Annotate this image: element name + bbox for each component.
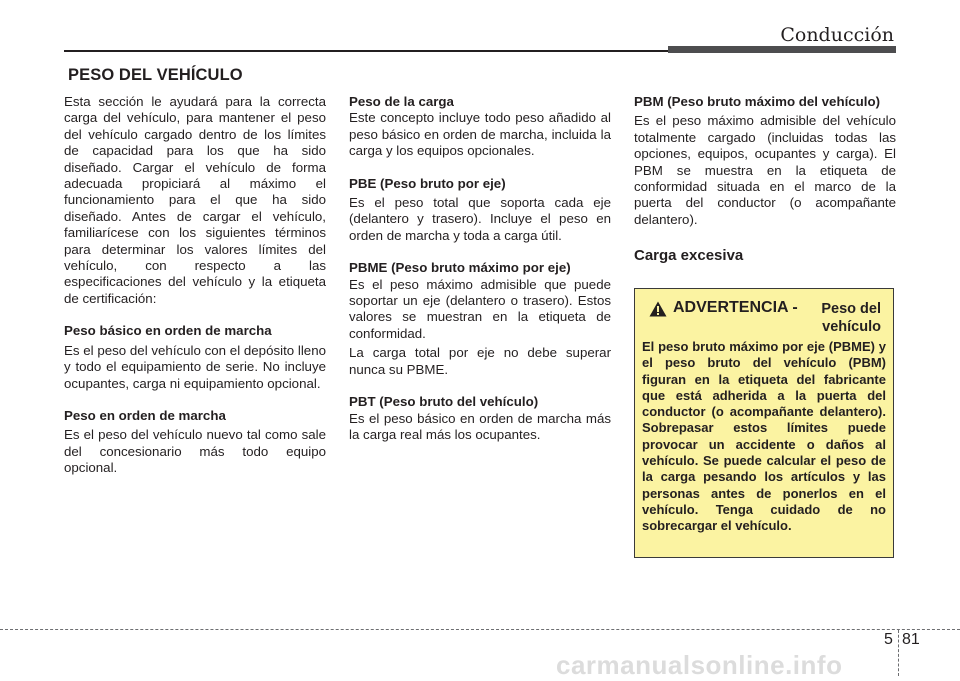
warning-body: El peso bruto máximo por eje (PBME) y el peso bruto del vehículo (PBM) figuran en la etiqueta del fabricante que está adherida a la puerta del conductor (o acompañante delantero). Sobrepasar estos límites puede provocar un accidente o daños al vehículo. Se puede calcular el peso de la carga pesando los artículos y las personas antes de ponerlos en el vehículo. Tenga cuidado de no sobrecargar el vehículo.	[642, 339, 886, 534]
paragraph-pbme: Es el peso máximo admisible que puede soportar un eje (delantero o trasero). Estos valores se muestran en la etiqueta de conformidad.	[349, 276, 611, 341]
watermark: carmanualsonline.info	[556, 650, 843, 680]
column-1	[64, 94, 326, 477]
warning-title: ADVERTENCIA -	[673, 299, 798, 316]
warning-triangle-icon	[649, 301, 667, 317]
paragraph-pbe: Es el peso total que soporta cada eje (delantero y trasero). Incluye el peso en orden de marcha y toda a carga útil.	[349, 195, 611, 243]
heading-pbm: PBM (Peso bruto máximo del vehículo)	[634, 94, 881, 109]
heading-pbme: PBME (Peso bruto máximo por eje)	[349, 260, 571, 276]
heading-pbt: PBT (Peso bruto del vehículo)	[349, 394, 539, 410]
subheading-carga-excesiva: Carga excesiva	[634, 247, 744, 265]
page-header-title: Conducción	[780, 24, 894, 46]
paragraph-pbm: Es el peso máximo admisible del vehículo totalmente cargado (incluidas todas las opciones, equipos, ocupantes y carga). El PBM se muestra en la etiqueta de conformidad situada en el marco de la puerta del conductor (o acompañante delantero).	[634, 113, 896, 227]
warning-subtitle-line1: Peso del	[821, 301, 881, 317]
paragraph-pbt: Es el peso básico en orden de marcha más la carga real más los ocupantes.	[349, 410, 611, 442]
paragraph-peso-orden-marcha: Es el peso del vehículo nuevo tal como sale del concesionario más todo equipo opcional.	[64, 427, 326, 476]
footer-rule	[0, 629, 960, 630]
paragraph-peso-carga: Este concepto incluye todo peso añadido al peso básico en orden de marcha, incluida la carga y los equipos opcionales.	[349, 110, 611, 159]
paragraph-pbme-limit: La carga total por eje no debe superar nunca su PBME.	[349, 345, 611, 377]
header-bar	[668, 46, 896, 53]
chapter-number: 5	[884, 631, 893, 648]
heading-peso-orden-marcha: Peso en orden de marcha	[64, 407, 226, 423]
warning-box	[634, 288, 894, 558]
column-3	[634, 94, 896, 266]
column-2	[349, 94, 611, 443]
heading-peso-carga: Peso de la carga	[349, 94, 454, 109]
page-number: 81	[902, 631, 920, 648]
warning-subtitle-line2: vehículo	[822, 319, 881, 335]
heading-peso-basico: Peso básico en orden de marcha	[64, 323, 272, 339]
footer-divider	[898, 630, 899, 676]
section-title: PESO DEL VEHÍCULO	[68, 66, 243, 84]
heading-pbe: PBE (Peso bruto por eje)	[349, 175, 506, 191]
warning-header	[649, 299, 889, 339]
intro-paragraph: Esta sección le ayudará para la correcta carga del vehículo, para mantener el peso del vehículo cargado dentro de los límites de capacidad para los que ha sido diseñado. Cargar el vehículo de forma adecuada propiciará al máximo el funcionamiento para el que ha sido diseñado. Antes de cargar el vehículo, familiarícese con los siguientes términos para determinar los valores límites del vehículo, con respecto a las especificaciones del vehículo y la etiqueta de certificación:	[64, 94, 326, 306]
paragraph-peso-basico: Es el peso del vehículo con el depósito lleno y todo el equipamiento de serie. No incluye ocupantes, carga ni equipamiento opcional.	[64, 342, 326, 391]
header-rule	[64, 50, 668, 52]
